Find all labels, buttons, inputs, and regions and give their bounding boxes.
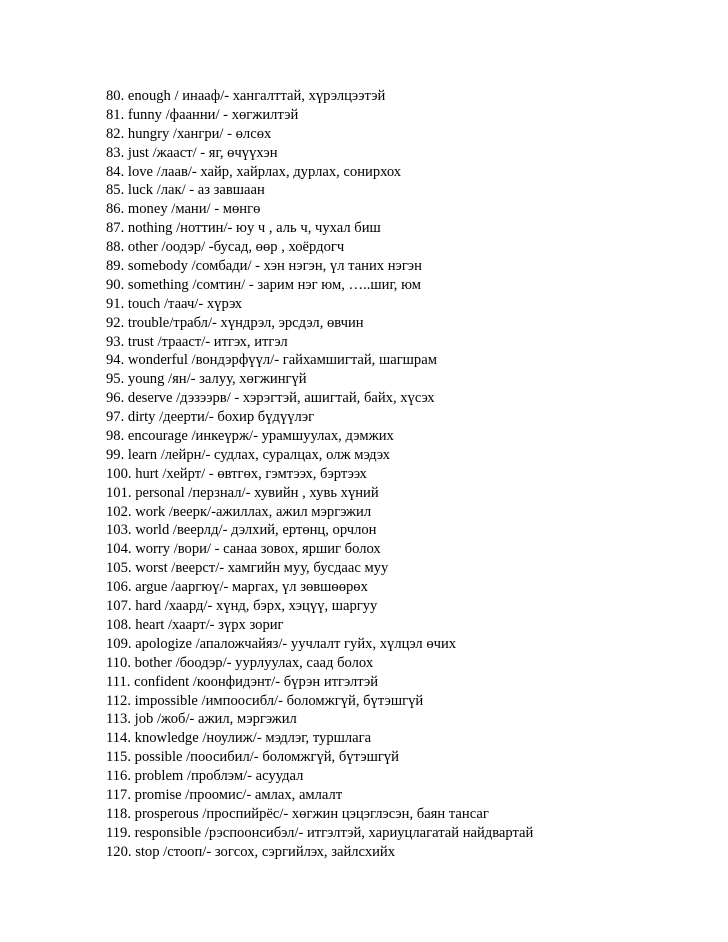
vocabulary-entry: 82. hungry /хангри/ - өлсөх xyxy=(106,125,272,142)
vocabulary-entry: 120. stop /стооп/- зогсох, сэргийлэх, зайлсхийх xyxy=(106,843,396,860)
vocabulary-entry: 84. love /лаав/- хайр, хайрлах, дурлах, сонирхох xyxy=(106,163,402,180)
vocabulary-entry: 91. touch /таач/- хүрэх xyxy=(106,295,243,312)
vocabulary-entry: 93. trust /трааст/- итгэх, итгэл xyxy=(106,333,288,350)
vocabulary-entry: 89. somebody /сомбади/ - хэн нэгэн, үл таних нэгэн xyxy=(106,258,422,275)
vocabulary-entry: 85. luck /лак/ - аз завшаан xyxy=(106,182,265,199)
vocabulary-entry: 115. possible /поосибил/- боломжгүй, бүтэшгүй xyxy=(106,749,399,766)
vocabulary-entry: 116. problem /проблэм/- асуудал xyxy=(106,768,304,785)
vocabulary-entry: 98. encourage /инкеүрж/- урамшуулах, дэмжих xyxy=(106,428,394,445)
vocabulary-entry: 83. just /жааст/ - яг, өчүүхэн xyxy=(106,144,278,161)
vocabulary-entry: 104. worry /вори/ - санаа зовох, яршиг болох xyxy=(106,541,381,558)
vocabulary-entry: 81. funny /фаанни/ - хөгжилтэй xyxy=(106,106,299,123)
vocabulary-entry: 108. heart /хаарт/- зүрх зориг xyxy=(106,616,284,633)
vocabulary-entry: 119. responsible /рэспоонсибэл/- итгэлтэй, хариуцлагатай найдвартай xyxy=(106,824,534,841)
vocabulary-entry: 103. world /веерлд/- дэлхий, ертөнц, орчлон xyxy=(106,522,377,539)
vocabulary-entry: 112. impossible /импоосибл/- боломжгүй, бүтэшгүй xyxy=(106,692,424,709)
vocabulary-entry: 80. enough / инааф/- хангалттай, хүрэлцээтэй xyxy=(106,88,386,104)
vocabulary-entry: 97. dirty /деерти/- бохир бүдүүлэг xyxy=(106,409,315,426)
vocabulary-entry: 94. wonderful /вондэрфүүл/- гайхамшигтай, шагшрам xyxy=(106,352,437,369)
vocabulary-entry: 106. argue /ааргюү/- маргах, үл зөвшөөрөх xyxy=(106,579,368,596)
vocabulary-entry: 88. other /оодэр/ -бусад, өөр , хоёрдогч xyxy=(106,239,345,256)
vocabulary-entry: 114. knowledge /ноулиж/- мэдлэг, туршлага xyxy=(106,730,372,747)
vocabulary-entry: 86. money /мани/ - мөнгө xyxy=(106,201,261,218)
vocabulary-entry: 109. apologize /апаложчайяз/- уучлалт гуйх, хүлцэл өчих xyxy=(106,635,457,652)
vocabulary-entry: 111. confident /коонфидэнт/- бүрэн итгэлтэй xyxy=(106,673,379,690)
vocabulary-entry: 100. hurt /хейрт/ - өвтгөх, гэмтээх, бэртээх xyxy=(106,465,367,482)
vocabulary-entry: 87. nothing /ноттин/- юу ч , аль ч, чухал биш xyxy=(106,220,381,237)
vocabulary-list xyxy=(106,87,533,862)
vocabulary-entry: 117. promise /проомис/- амлах, амлалт xyxy=(106,786,343,803)
vocabulary-entry: 101. personal /перзнал/- хувийн , хувь хүний xyxy=(106,484,379,501)
vocabulary-entry: 95. young /ян/- залуу, хөгжингүй xyxy=(106,371,307,388)
vocabulary-entry: 118. prosperous /проспийрёс/- хөгжин цэцэглэсэн, баян тансаг xyxy=(106,805,489,822)
vocabulary-entry: 110. bother /боодэр/- уурлуулах, саад болох xyxy=(106,654,374,671)
vocabulary-entry: 99. learn /лейрн/- судлах, суралцах, олж мэдэх xyxy=(106,446,390,463)
vocabulary-entry: 113. job /жоб/- ажил, мэргэжил xyxy=(106,711,297,728)
vocabulary-entry: 102. work /веерк/-ажиллах, ажил мэргэжил xyxy=(106,503,372,520)
vocabulary-entry: 92. trouble/трабл/- хүндрэл, эрсдэл, өвчин xyxy=(106,314,364,331)
vocabulary-entry: 105. worst /веерст/- хамгийн муу, бусдаас муу xyxy=(106,560,389,577)
vocabulary-entry: 107. hard /хаард/- хүнд, бэрх, хэцүү, шаргуу xyxy=(106,598,378,615)
vocabulary-entry: 96. deserve /дэзээрв/ - хэрэгтэй, ашигтай, байх, хүсэх xyxy=(106,390,435,407)
vocabulary-entry: 90. something /сомтин/ - зарим нэг юм, …..шиг, юм xyxy=(106,276,422,293)
